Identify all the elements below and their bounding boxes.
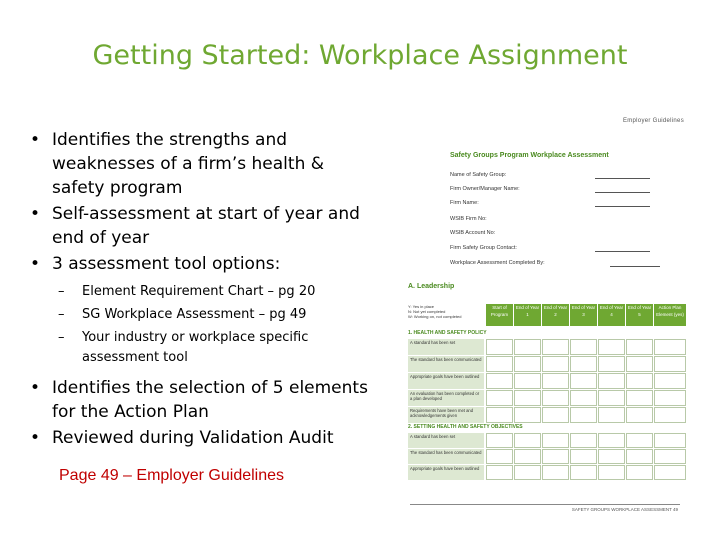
- column-header: End of Year 4: [598, 304, 625, 326]
- field-label: WSIB Firm No:: [450, 216, 487, 222]
- field-label: Name of Safety Group:: [450, 172, 507, 178]
- form-field: [450, 200, 650, 208]
- doc-header: Employer Guidelines: [622, 118, 684, 124]
- assessment-cell: [570, 465, 597, 480]
- assessment-cell: [542, 433, 569, 448]
- bullet-item: • Identifies the strengths and weaknesses of a firm’s health & safety program: [30, 128, 370, 200]
- bullet-list: [30, 128, 370, 452]
- form-field: [450, 245, 650, 253]
- legend-item: W: Working on, not completed: [408, 314, 462, 319]
- assessment-cell: [514, 433, 541, 448]
- assessment-cell: [542, 390, 569, 406]
- assessment-cell: [598, 407, 625, 423]
- assessment-cell: [570, 339, 597, 355]
- column-header: Start of Program: [486, 304, 513, 326]
- assessment-cell: [542, 339, 569, 355]
- sub-bullet-item: – SG Workplace Assessment – pg 49: [30, 305, 370, 325]
- legend: [408, 304, 488, 319]
- assessment-cell: [570, 373, 597, 389]
- form-field: [450, 186, 650, 194]
- assessment-cell: [626, 390, 653, 406]
- assessment-cell: [654, 449, 686, 464]
- assessment-cell: [514, 449, 541, 464]
- assessment-cell: [542, 356, 569, 372]
- assessment-row-label: Appropriate goals have been outlined: [408, 373, 484, 389]
- form-field: [450, 260, 660, 268]
- assessment-cell: [542, 449, 569, 464]
- assessment-cell: [542, 465, 569, 480]
- page-citation: Page 49 – Employer Guidelines: [59, 467, 285, 484]
- column-header: End of Year 2: [542, 304, 569, 326]
- section-heading: A. Leadership: [408, 283, 455, 290]
- sub-bullet-item: – Element Requirement Chart – pg 20: [30, 282, 370, 302]
- bullet-item: • Self-assessment at start of year and end of year: [30, 202, 370, 250]
- field-label: Firm Owner/Manager Name:: [450, 186, 520, 192]
- field-label: WSIB Account No:: [450, 230, 496, 236]
- subsection-heading: 2. SETTING HEALTH AND SAFETY OBJECTIVES: [408, 424, 523, 430]
- assessment-cell: [570, 433, 597, 448]
- assessment-cell: [626, 465, 653, 480]
- field-label: Firm Name:: [450, 200, 479, 206]
- assessment-cell: [570, 356, 597, 372]
- assessment-cell: [514, 407, 541, 423]
- assessment-cell: [654, 373, 686, 389]
- assessment-cell: [542, 407, 569, 423]
- legend-item: Y: Yes in place: [408, 304, 435, 309]
- assessment-cell: [654, 407, 686, 423]
- legend-item: N: Not yet completed: [408, 309, 446, 314]
- assessment-cell: [598, 449, 625, 464]
- footer-divider: [410, 504, 680, 505]
- assessment-row-label: The standard has been communicated: [408, 449, 484, 464]
- assessment-cell: [514, 356, 541, 372]
- assessment-row-label: An evaluation has been completed or a plan developed: [408, 390, 484, 406]
- assessment-cell: [654, 465, 686, 480]
- column-header: End of Year 5: [626, 304, 653, 326]
- assessment-row-label: The standard has been communicated: [408, 356, 484, 372]
- assessment-cell: [654, 390, 686, 406]
- assessment-cell: [598, 339, 625, 355]
- assessment-cell: [486, 465, 513, 480]
- assessment-cell: [514, 339, 541, 355]
- assessment-cell: [598, 356, 625, 372]
- field-label: Workplace Assessment Completed By:: [450, 260, 545, 266]
- doc-footer: SAFETY GROUPS WORKPLACE ASSESSMENT 49: [571, 507, 678, 512]
- assessment-cell: [654, 356, 686, 372]
- subsection-heading: 1. HEALTH AND SAFETY POLICY: [408, 330, 487, 336]
- assessment-cell: [626, 433, 653, 448]
- sub-bullet-list: [30, 282, 370, 368]
- bullet-item: • 3 assessment tool options:: [30, 252, 370, 276]
- form-field: [450, 216, 650, 224]
- assessment-row-label: Requirements have been met and acknowledgements given: [408, 407, 484, 423]
- assessment-cell: [486, 339, 513, 355]
- column-header: End of Year 1: [514, 304, 541, 326]
- column-header: Action Plan Element (yes): [654, 304, 686, 326]
- bullet-item: • Identifies the selection of 5 elements for the Action Plan: [30, 376, 370, 424]
- assessment-cell: [598, 433, 625, 448]
- assessment-cell: [514, 465, 541, 480]
- assessment-cell: [654, 433, 686, 448]
- assessment-cell: [486, 433, 513, 448]
- assessment-cell: [486, 356, 513, 372]
- assessment-form-thumbnail: [398, 112, 690, 522]
- assessment-cell: [626, 356, 653, 372]
- doc-title: Safety Groups Program Workplace Assessment: [450, 152, 609, 159]
- sub-bullet-item: – Your industry or workplace specific assessment tool: [30, 328, 370, 368]
- assessment-cell: [486, 407, 513, 423]
- assessment-cell: [626, 373, 653, 389]
- assessment-row-label: Appropriate goals have been outlined: [408, 465, 484, 480]
- form-field: [450, 230, 650, 238]
- assessment-cell: [486, 449, 513, 464]
- assessment-cell: [654, 339, 686, 355]
- form-field: [450, 172, 650, 180]
- column-header: End of Year 3: [570, 304, 597, 326]
- field-label: Firm Safety Group Contact:: [450, 245, 517, 251]
- assessment-cell: [486, 390, 513, 406]
- assessment-cell: [514, 390, 541, 406]
- slide-title: Getting Started: Workplace Assignment: [92, 40, 628, 71]
- assessment-cell: [626, 339, 653, 355]
- assessment-cell: [486, 373, 513, 389]
- assessment-cell: [626, 449, 653, 464]
- assessment-cell: [598, 465, 625, 480]
- assessment-cell: [626, 407, 653, 423]
- assessment-cell: [570, 390, 597, 406]
- assessment-cell: [570, 407, 597, 423]
- assessment-row-label: A standard has been set: [408, 433, 484, 448]
- assessment-cell: [570, 449, 597, 464]
- assessment-cell: [598, 390, 625, 406]
- assessment-cell: [542, 373, 569, 389]
- bullet-item: • Reviewed during Validation Audit: [30, 426, 370, 450]
- assessment-cell: [598, 373, 625, 389]
- assessment-cell: [514, 373, 541, 389]
- assessment-row-label: A standard has been set: [408, 339, 484, 355]
